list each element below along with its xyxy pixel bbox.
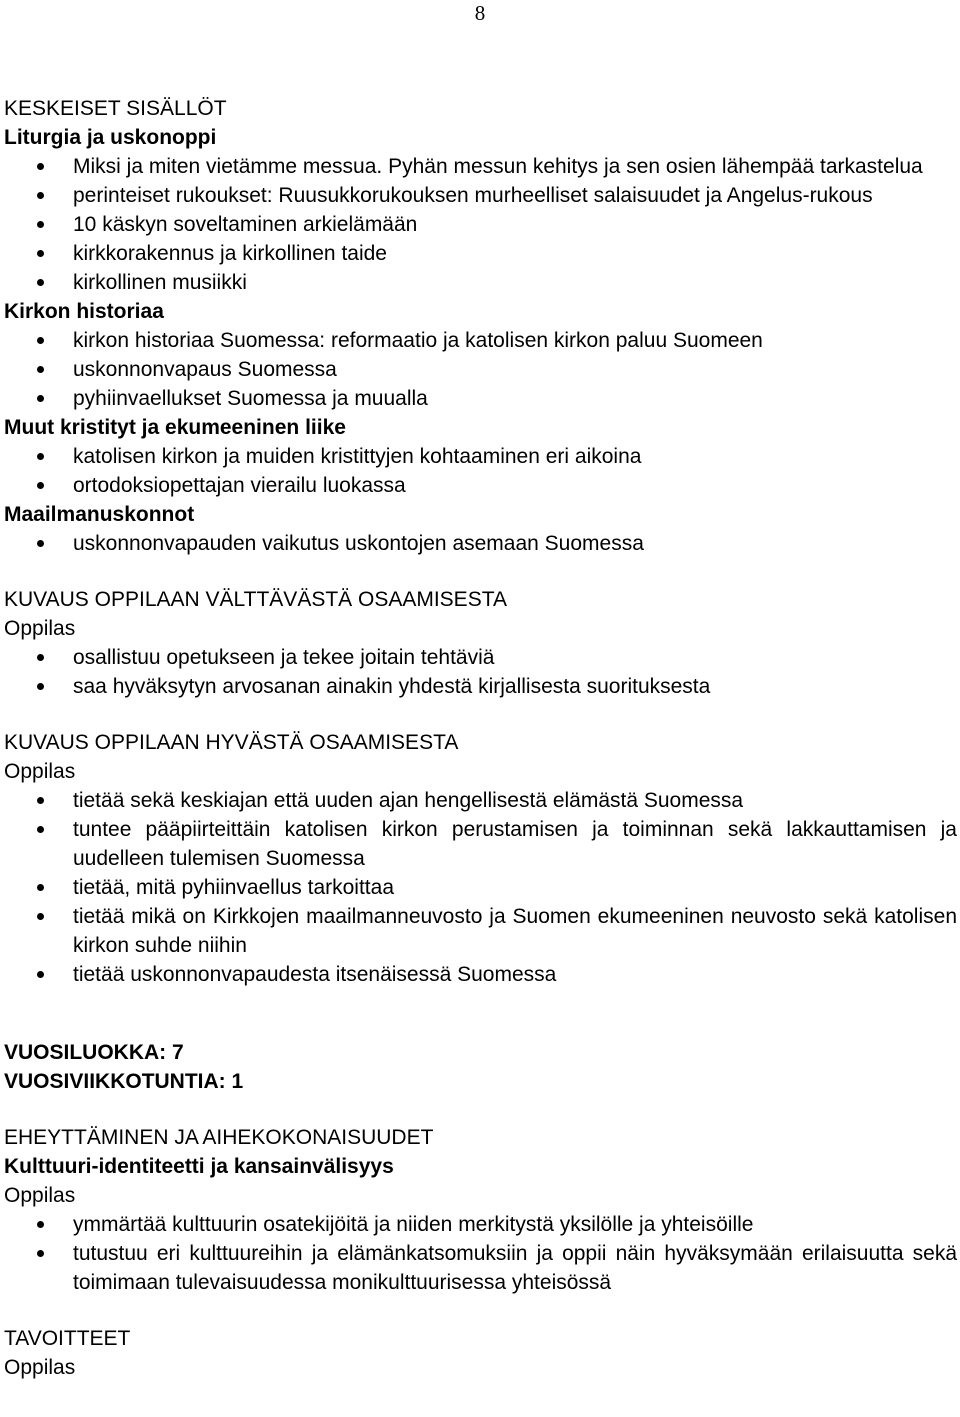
- list-item: kirkollinen musiikki: [4, 268, 957, 297]
- list-item: perinteiset rukoukset: Ruusukkorukouksen murheelliset salaisuudet ja Angelus-rukous: [4, 181, 957, 210]
- bullet-list: [4, 442, 957, 500]
- spacer: [4, 1297, 957, 1324]
- list-item: tietää uskonnonvapaudesta itsenäisessä Suomessa: [4, 960, 957, 989]
- section-subheading: Kirkon historiaa: [4, 300, 164, 323]
- spacer: [4, 1096, 957, 1123]
- bullet-list: [4, 326, 957, 413]
- bullet-list: [4, 643, 957, 701]
- list-item: katolisen kirkon ja muiden kristittyjen kohtaaminen eri aikoina: [4, 442, 957, 471]
- list-item: tietää mikä on Kirkkojen maailmanneuvosto ja Suomen ekumeeninen neuvosto sekä katolisen kirkon suhde niihin: [4, 902, 957, 960]
- bullet-list: [4, 1210, 957, 1297]
- list-item: Miksi ja miten vietämme messua. Pyhän messun kehitys ja sen osien lähempää tarkastelua: [4, 152, 957, 181]
- list-item: kirkon historiaa Suomessa: reformaatio ja katolisen kirkon paluu Suomeen: [4, 326, 957, 355]
- section-subheading: VUOSILUOKKA: 7: [4, 1041, 184, 1064]
- document-body: [4, 94, 957, 1382]
- section-heading: KUVAUS OPPILAAN VÄLTTÄVÄSTÄ OSAAMISESTA: [4, 588, 507, 611]
- body-text: Oppilas: [4, 617, 76, 640]
- body-text: Oppilas: [4, 760, 76, 783]
- list-item: uskonnonvapaus Suomessa: [4, 355, 957, 384]
- list-item: 10 käskyn soveltaminen arkielämään: [4, 210, 957, 239]
- section-subheading: Kulttuuri-identiteetti ja kansainvälisyys: [4, 1155, 394, 1178]
- spacer: [4, 989, 957, 1038]
- section-heading: KUVAUS OPPILAAN HYVÄSTÄ OSAAMISESTA: [4, 731, 459, 754]
- section-heading: EHEYTTÄMINEN JA AIHEKOKONAISUUDET: [4, 1126, 434, 1149]
- section-subheading: VUOSIVIIKKOTUNTIA: 1: [4, 1070, 244, 1093]
- section-heading: KESKEISET SISÄLLÖT: [4, 97, 227, 120]
- section-subheading: Muut kristityt ja ekumeeninen liike: [4, 416, 346, 439]
- page-number: 8: [474, 1, 486, 25]
- list-item: ortodoksiopettajan vierailu luokassa: [4, 471, 957, 500]
- section-heading: TAVOITTEET: [4, 1327, 131, 1350]
- spacer: [4, 701, 957, 728]
- body-text: Oppilas: [4, 1356, 76, 1379]
- list-item: pyhiinvaellukset Suomessa ja muualla: [4, 384, 957, 413]
- body-text: Oppilas: [4, 1184, 76, 1207]
- list-item: tutustuu eri kulttuureihin ja elämänkatsomuksiin ja oppii näin hyväksymään erilaisuutta sekä toimimaan tulevaisuudessa monikulttuurisessa yhteisössä: [4, 1239, 957, 1297]
- list-item: tietää sekä keskiajan että uuden ajan hengellisestä elämästä Suomessa: [4, 786, 957, 815]
- list-item: ymmärtää kulttuurin osatekijöitä ja niiden merkitystä yksilölle ja yhteisöille: [4, 1210, 957, 1239]
- list-item: uskonnonvapauden vaikutus uskontojen asemaan Suomessa: [4, 529, 957, 558]
- bullet-list: [4, 529, 957, 558]
- section-subheading: Maailmanuskonnot: [4, 503, 195, 526]
- list-item: kirkkorakennus ja kirkollinen taide: [4, 239, 957, 268]
- list-item: tuntee pääpiirteittäin katolisen kirkon perustamisen ja toiminnan sekä lakkauttamisen ja uudelleen tulemisen Suomessa: [4, 815, 957, 873]
- bullet-list: [4, 152, 957, 297]
- list-item: saa hyväksytyn arvosanan ainakin yhdestä kirjallisesta suorituksesta: [4, 672, 957, 701]
- bullet-list: [4, 786, 957, 989]
- list-item: tietää, mitä pyhiinvaellus tarkoittaa: [4, 873, 957, 902]
- section-subheading: Liturgia ja uskonoppi: [4, 126, 217, 149]
- list-item: osallistuu opetukseen ja tekee joitain tehtäviä: [4, 643, 957, 672]
- spacer: [4, 558, 957, 585]
